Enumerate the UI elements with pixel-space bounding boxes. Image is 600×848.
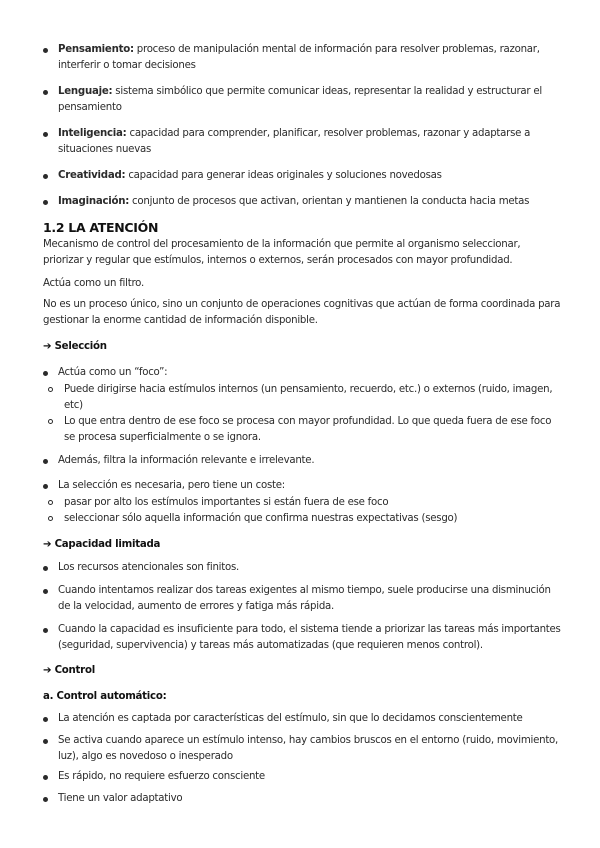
bullet-icon bbox=[43, 797, 48, 802]
bullet-icon bbox=[43, 459, 48, 464]
list-item-text: La atención es captada por características del estímulo, sin que lo decidamos conscientemente bbox=[58, 713, 523, 724]
list-item bbox=[43, 126, 563, 158]
bullet-icon bbox=[43, 90, 48, 95]
list-item bbox=[43, 84, 563, 116]
term: Pensamiento: bbox=[58, 44, 134, 55]
list-item-text bbox=[58, 126, 563, 158]
control-heading: ➔ Control bbox=[43, 665, 95, 676]
list-item bbox=[43, 733, 563, 765]
section-title: 1.2 LA ATENCIÓN bbox=[43, 220, 159, 235]
circle-bullet-icon bbox=[48, 419, 53, 424]
list-item bbox=[43, 194, 563, 210]
sub-list-item bbox=[48, 495, 563, 511]
circle-bullet-icon bbox=[48, 500, 53, 505]
sub-list-item-text: Lo que entra dentro de ese foco se procesa con mayor profundidad. Lo que queda fuera de ese foco se procesa superficialmente o se ignora. bbox=[64, 416, 552, 443]
definition: conjunto de procesos que activan, orientan y mantienen la conducta hacia metas bbox=[129, 196, 530, 207]
circle-bullet-icon bbox=[48, 387, 53, 392]
list-item-text: Actúa como un “foco”: bbox=[58, 367, 168, 378]
list-item-text: Es rápido, no requiere esfuerzo consciente bbox=[58, 771, 265, 782]
bullet-icon bbox=[43, 566, 48, 571]
list-item bbox=[43, 42, 563, 74]
sub-list-item bbox=[48, 414, 563, 446]
list-item bbox=[43, 560, 563, 576]
list-item-text: Cuando la capacidad es insuficiente para todo, el sistema tiende a priorizar las tareas más importantes (seguridad, supervivencia) y tareas más automatizadas (que requieren menos control). bbox=[58, 624, 561, 651]
term: Imaginación: bbox=[58, 196, 130, 207]
bullet-icon bbox=[43, 48, 48, 53]
list-item bbox=[43, 622, 563, 654]
bullet-icon bbox=[43, 371, 48, 376]
list-item-text bbox=[58, 42, 563, 74]
bullet-icon bbox=[43, 775, 48, 780]
filter-paragraph: Actúa como un filtro. bbox=[43, 278, 144, 289]
list-item-text: Tiene un valor adaptativo bbox=[58, 793, 183, 804]
bullet-icon bbox=[43, 132, 48, 137]
circle-bullet-icon bbox=[48, 516, 53, 521]
intro-paragraph: Mecanismo de control del procesamiento de la información que permite al organismo seleccionar, priorizar y regular que estímulos, internos o externos, serán procesados con mayor profundidad. bbox=[43, 239, 521, 266]
list-item-text bbox=[58, 168, 563, 184]
bullet-icon bbox=[43, 200, 48, 205]
sub-list-item-text: pasar por alto los estímulos importantes si están fuera de ese foco bbox=[64, 497, 389, 508]
bullet-icon bbox=[43, 484, 48, 489]
list-item bbox=[43, 365, 563, 381]
definition: sistema simbólico que permite comunicar ideas, representar la realidad y estructurar el pensamiento bbox=[58, 86, 542, 113]
list-item bbox=[43, 168, 563, 184]
bullet-icon bbox=[43, 739, 48, 744]
list-item bbox=[43, 769, 563, 785]
list-item-text: Los recursos atencionales son finitos. bbox=[58, 562, 240, 573]
bullet-icon bbox=[43, 589, 48, 594]
seleccion-heading: ➔ Selección bbox=[43, 341, 107, 352]
term: Creatividad: bbox=[58, 170, 126, 181]
list-item-text bbox=[58, 194, 563, 210]
list-item-text: Además, filtra la información relevante e irrelevante. bbox=[58, 455, 315, 466]
bullet-icon bbox=[43, 628, 48, 633]
list-item-text: La selección es necesaria, pero tiene un coste: bbox=[58, 480, 285, 491]
definition: proceso de manipulación mental de información para resolver problemas, razonar, interferir o tomar decisiones bbox=[58, 44, 540, 71]
list-item bbox=[43, 478, 563, 494]
not-unique-paragraph: No es un proceso único, sino un conjunto de operaciones cognitivas que actúan de forma coordinada para gestionar la enorme cantidad de información disponible. bbox=[43, 299, 561, 326]
list-item-text bbox=[58, 84, 563, 116]
bullet-icon bbox=[43, 717, 48, 722]
definition: capacidad para generar ideas originales y soluciones novedosas bbox=[125, 170, 442, 181]
list-item-text: Cuando intentamos realizar dos tareas exigentes al mismo tiempo, suele producirse una disminución de la velocidad, aumento de errores y fatiga más rápida. bbox=[58, 585, 551, 612]
list-item bbox=[43, 711, 563, 727]
term: Inteligencia: bbox=[58, 128, 127, 139]
sub-list-item-text: Puede dirigirse hacia estímulos internos (un pensamiento, recuerdo, etc.) o externos (ruido, imagen, etc) bbox=[64, 384, 553, 411]
sub-list-item-text: seleccionar sólo aquella información que confirma nuestras expectativas (sesgo) bbox=[64, 513, 458, 524]
capacidad-heading: ➔ Capacidad limitada bbox=[43, 539, 161, 550]
sub-list-item bbox=[48, 382, 563, 414]
list-item bbox=[43, 583, 563, 615]
sub-list-item bbox=[48, 511, 563, 527]
term: Lenguaje: bbox=[58, 86, 113, 97]
list-item-text: Se activa cuando aparece un estímulo intenso, hay cambios bruscos en el entorno (ruido, movimiento, luz), algo es novedoso o inesperado bbox=[58, 735, 559, 762]
bullet-icon bbox=[43, 174, 48, 179]
control-sub-heading: a. Control automático: bbox=[43, 691, 167, 702]
list-item bbox=[43, 453, 563, 469]
definition: capacidad para comprender, planificar, resolver problemas, razonar y adaptarse a situaciones nuevas bbox=[58, 128, 531, 155]
list-item bbox=[43, 791, 563, 807]
